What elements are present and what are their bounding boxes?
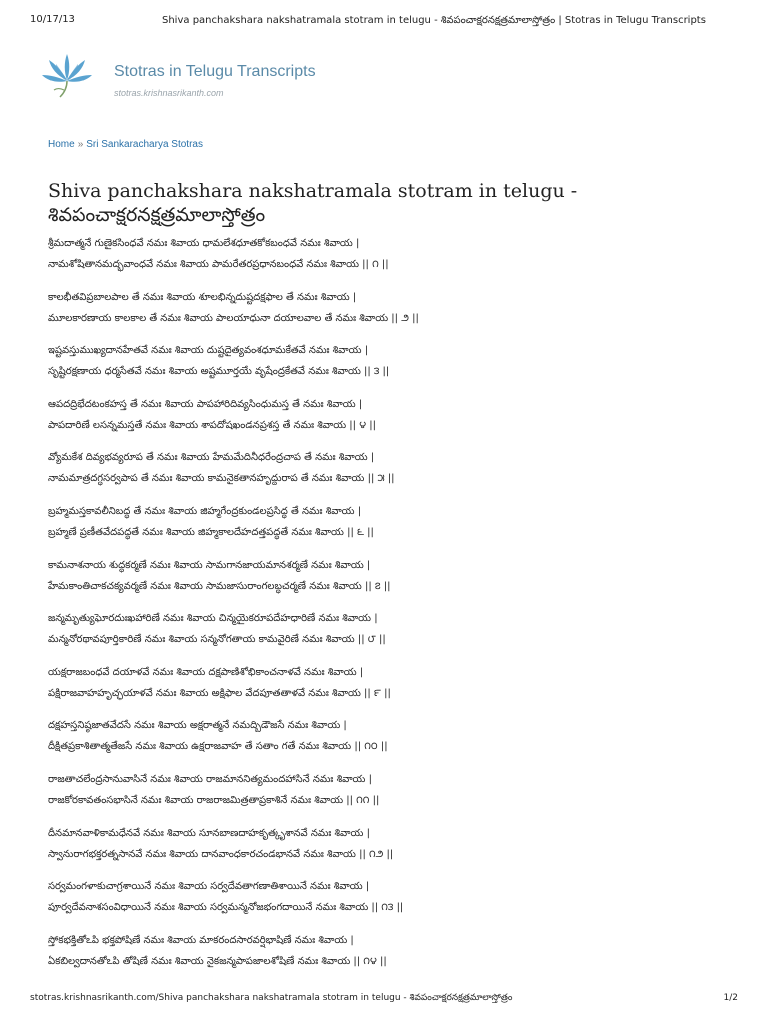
verse-line: కామనాశనాయ శుద్ధకర్మణే నమః శివాయ సామగానజాయమానశర్మణే నమః శివాయ |	[48, 559, 371, 571]
site-url: stotras.krishnasrikanth.com	[114, 88, 224, 98]
print-date: 10/17/13	[30, 14, 75, 25]
breadcrumb-home-link[interactable]: Home	[48, 139, 75, 150]
verse-line: పూర్వదేవనాశసంవిధాయినే నమః శివాయ సర్వమన్మనోజభంగదాయినే నమః శివాయ || ౧౩ ||	[48, 902, 404, 914]
breadcrumb-separator: »	[77, 139, 84, 150]
lotus-icon[interactable]	[40, 50, 94, 100]
verse-block	[48, 555, 738, 609]
verse-line: యక్షరాజబంధవే దయాళవే నమః శివాయ దక్షపాణిశోభికాంచనాళవే నమః శివాయ |	[48, 666, 364, 678]
print-footer-url: stotras.krishnasrikanth.com/Shiva panchakshara nakshatramala stotram in telugu - శివపంచాక్షరనక్షత్రమాలాస్తోత్రం	[30, 993, 513, 1003]
print-header	[0, 14, 768, 28]
verse-line: బ్రహ్మమస్తకావలీనిబద్ధ తే నమః శివాయ జిహ్మగేంద్రకుండలప్రసిద్ధ తే నమః శివాయ |	[48, 505, 362, 517]
page-title: Shiva panchakshara nakshatramala stotram in telugu - శివపంచాక్షరనక్షత్రమాలాస్తోత్రం	[48, 180, 578, 226]
breadcrumb	[48, 139, 203, 150]
site-name[interactable]: Stotras in Telugu Transcripts	[114, 63, 316, 80]
verse-block	[48, 715, 738, 769]
verse-line: స్వానురాగభక్తరత్నసానవే నమః శివాయ దానవాంధకారచండభానవే నమః శివాయ || ౧౨ ||	[48, 848, 394, 860]
verse-line: దీనమానవాళికామధేనవే నమః శివాయ సూనబాణదాహకృత్కృశానవే నమః శివాయ |	[48, 827, 370, 839]
verse-line: దీక్షితప్రకాశితాత్మతేజసే నమః శివాయ ఉక్షరాజవాహ తే సతాం గతే నమః శివాయ || ౧౦ ||	[48, 741, 388, 753]
verse-block	[48, 930, 738, 984]
verse-line: సర్వమంగళాకుచాగ్రశాయినే నమః శివాయ సర్వదేవతాగణాతిశాయినే నమః శివాయ |	[48, 881, 370, 893]
verse-line: పాపదారిణే లసన్నమస్తతే నమః శివాయ శాపదోషఖండనప్రశస్త తే నమః శివాయ || ౪ ||	[48, 419, 377, 431]
verse-block	[48, 233, 738, 287]
verse-block	[48, 340, 738, 394]
print-document-title: Shiva panchakshara nakshatramala stotram in telugu - శివపంచాక్షరనక్షత్రమాలాస్తోత్రం | Stotras in Telugu Transcripts	[162, 15, 706, 26]
verse-block	[48, 447, 738, 501]
breadcrumb-category-link[interactable]: Sri Sankaracharya Stotras	[86, 139, 203, 150]
verse-line: బ్రహ్మణే ప్రణీతవేదపద్ధతే నమః శివాయ జిహ్మకాలదేహదత్తపద్ధతే నమః శివాయ || ౬ ||	[48, 526, 374, 538]
verse-block	[48, 662, 738, 716]
verse-line: స్తోకభక్తితోఽపి భక్తపోషిణే నమః శివాయ మాకరందసారవర్షిభాషిణే నమః శివాయ |	[48, 934, 354, 946]
verse-block	[48, 823, 738, 877]
verse-block	[48, 769, 738, 823]
verse-line: రాజతాచలేంద్రసానువాసినే నమః శివాయ రాజమాననిత్యమందహాసినే నమః శివాయ |	[48, 773, 372, 785]
print-footer	[0, 993, 768, 1007]
verse-line: రాజకోరకావతంసభాసినే నమః శివాయ రాజరాజమిత్రతాప్రకాశినే నమః శివాయ || ౧౧ ||	[48, 794, 380, 806]
print-page-number: 1/2	[723, 993, 738, 1003]
verse-line: పక్షిరాజవాహహృచ్ఛయాళవే నమః శివాయ అక్షిఫాల వేదపూతతాళవే నమః శివాయ || ౯ ||	[48, 687, 391, 699]
verse-line: జన్మమృత్యుఘోరదుఃఖహారిణే నమః శివాయ చిన్మయైకరూపదేహధారిణే నమః శివాయ |	[48, 613, 378, 625]
verse-line: ఇష్టవస్తుముఖ్యదానహేతవే నమః శివాయ దుష్టదైత్యవంశధూమకేతవే నమః శివాయ |	[48, 345, 369, 357]
verse-line: ఏకబిల్వదానతోఽపి తోషిణే నమః శివాయ నైకజన్మపాపజాలశోషిణే నమః శివాయ || ౧౪ ||	[48, 955, 387, 967]
verse-block	[48, 394, 738, 448]
verse-line: కాలభీతవిప్రబాలపాల తే నమః శివాయ శూలభిన్నదుష్టదక్షఫాల తే నమః శివాయ |	[48, 291, 357, 303]
verse-line: మన్మనోరథావపూర్తికారిణే నమః శివాయ సన్మనోగతాయ కామవైరిణే నమః శివాయ || ౮ ||	[48, 634, 386, 646]
verse-line: హేమకాంతిచాకచక్యవర్మణే నమః శివాయ సామజాసురాంగలబ్ధచర్మణే నమః శివాయ || ౭ ||	[48, 580, 391, 592]
verse-line: వ్యోమకేశ దివ్యభవ్యరూప తే నమః శివాయ హేమమేదినీధరేంద్రచాప తే నమః శివాయ |	[48, 452, 375, 464]
verse-line: ఆపదద్రిభేదటంకహస్త తే నమః శివాయ పాపహారిదివ్యసింధుమస్త తే నమః శివాయ |	[48, 398, 363, 410]
verse-line: మూలకారణాయ కాలకాల తే నమః శివాయ పాలయాధునా దయాలవాల తే నమః శివాయ || ౨ ||	[48, 312, 419, 324]
verse-line: శ్రీమదాత్మనే గుణైకసింధవే నమః శివాయ ధామలేశధూతకోకబంధవే నమః శివాయ |	[48, 238, 360, 249]
site-branding[interactable]	[40, 46, 460, 106]
verse-line: నామశోషితానమద్భవాంధవే నమః శివాయ పామరేతరప్రధానబంధవే నమః శివాయ || ౧ ||	[48, 259, 389, 270]
verse-block	[48, 287, 738, 341]
verse-line: నామమాత్రదగ్ధసర్వపాప తే నమః శివాయ కామనైకతానహృద్దురాప తే నమః శివాయ || ౫ ||	[48, 473, 395, 485]
verse-line: దక్షహస్తనిష్ఠజాతవేదసే నమః శివాయ అక్షరాత్మనే నమద్బిడౌజసే నమః శివాయ |	[48, 720, 347, 732]
stotram-verses	[48, 233, 738, 983]
verse-block	[48, 501, 738, 555]
verse-block	[48, 876, 738, 930]
verse-block	[48, 608, 738, 662]
verse-line: సృష్టిరక్షణాయ ధర్మసేతవే నమః శివాయ అష్టమూర్తయే వృషేంద్రకేతవే నమః శివాయ || ౩ ||	[48, 366, 390, 378]
